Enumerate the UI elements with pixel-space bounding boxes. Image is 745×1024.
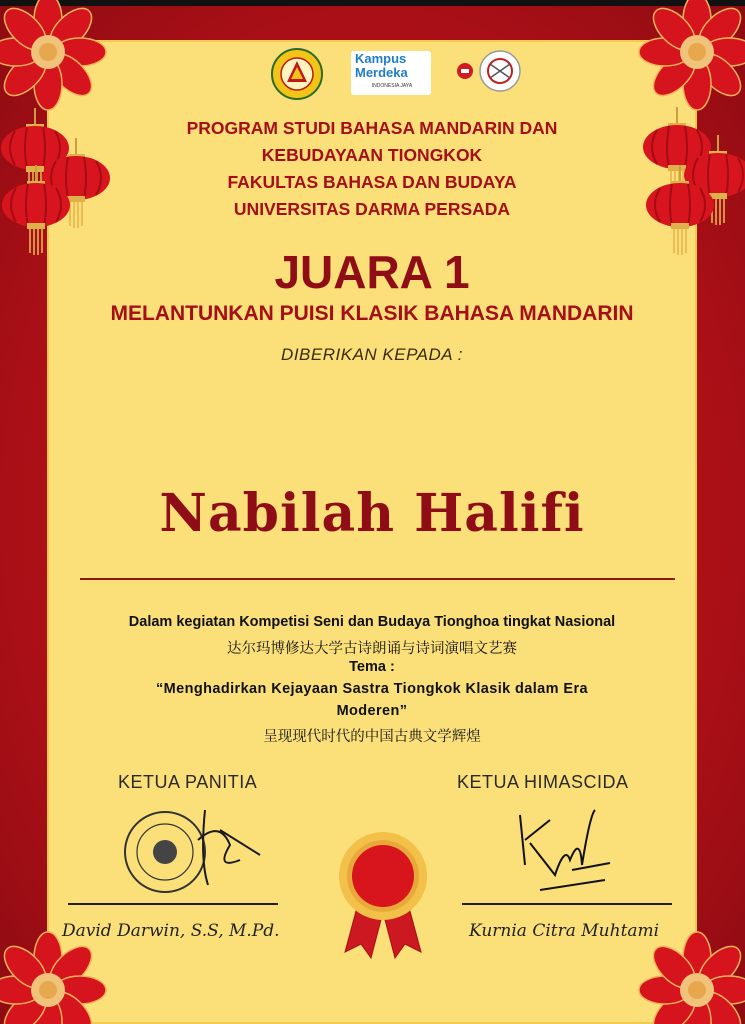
institution-line-4: UNIVERSITAS DARMA PERSADA — [233, 199, 511, 219]
flower-top-right — [639, 0, 745, 110]
theme-label: Tema : — [349, 659, 395, 675]
institution-line-2: KEBUDAYAAN TIONGKOK — [261, 145, 483, 165]
flower-top-left — [0, 0, 106, 110]
kampus-merdeka-logo — [351, 51, 431, 95]
kampus-logo-word2: Merdeka — [355, 65, 408, 80]
himascida-logo — [455, 46, 535, 96]
himascida-signature — [510, 805, 620, 900]
right-signature-line — [462, 903, 672, 905]
committee-stamp-and-signature — [120, 800, 290, 900]
right-signer-title: KETUA HIMASCIDA — [457, 772, 629, 792]
name-underline — [80, 578, 675, 580]
institution-heading — [47, 115, 697, 223]
university-logo — [271, 48, 323, 100]
award-event: MELANTUNKAN PUISI KLASIK BAHASA MANDARIN — [110, 302, 634, 325]
given-to-label: DIBERIKAN KEPADA : — [281, 345, 463, 364]
left-signature-line — [68, 903, 278, 905]
flower-bottom-right — [639, 932, 745, 1024]
kampus-logo-word1: Kampus — [355, 51, 407, 66]
description-line-2: 达尔玛博修达大学古诗朗诵与诗词演唱文艺赛 — [227, 641, 517, 657]
left-signer-name: David Darwin, S.S, M.Pd. — [62, 921, 280, 941]
left-signer-title: KETUA PANITIA — [118, 772, 258, 792]
theme-chinese: 呈现现代时代的中国古典文学辉煌 — [263, 729, 481, 745]
theme-line-1: “Menghadirkan Kejayaan Sastra Tiongkok Klasik dalam Era — [156, 681, 588, 697]
institution-line-3: FAKULTAS BAHASA DAN BUDAYA — [227, 172, 517, 192]
flower-bottom-left — [0, 932, 106, 1024]
recipient-name: Nabilah Halifi — [159, 483, 585, 544]
award-title: JUARA 1 — [274, 246, 470, 298]
description-line-1: Dalam kegiatan Kompetisi Seni dan Budaya Tionghoa tingkat Nasional — [128, 614, 616, 630]
kampus-logo-sub: INDONESIA JAYA — [371, 83, 413, 89]
award-ribbon-seal — [337, 830, 429, 962]
theme-line-2: Moderen” — [336, 703, 408, 719]
institution-line-1: PROGRAM STUDI BAHASA MANDARIN DAN — [186, 118, 558, 138]
right-signer-name: Kurnia Citra Muhtami — [469, 921, 660, 941]
